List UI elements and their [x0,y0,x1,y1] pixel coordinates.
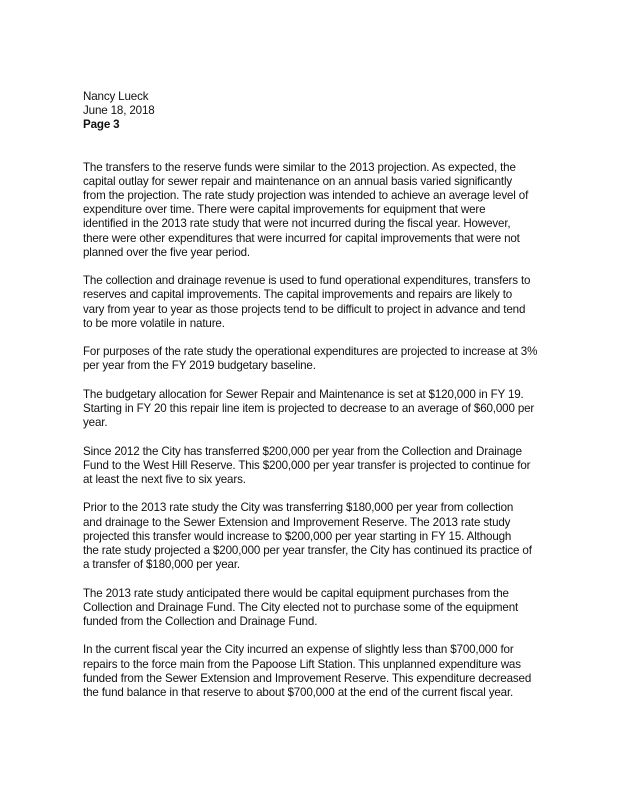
text-line: reserves and capital improvements. The capital improvements and repairs are likely to [83,288,513,302]
paragraph [83,345,603,373]
text-line: The budgetary allocation for Sewer Repair and Maintenance is set at $120,000 in FY 19. [83,387,524,401]
text-line: funded from the Collection and Drainage Fund. [83,615,318,629]
text-line: Prior to the 2013 rate study the City was transferring $180,000 per year from collection [83,501,514,515]
document-page [83,90,603,700]
text-line: expenditure over time. There were capital improvements for equipment that were [83,203,486,217]
text-line: vary from year to year as those projects tend to be difficult to project in advance and tend [83,302,526,316]
recipient-name: Nancy Lueck [83,90,149,103]
text-line: capital outlay for sewer repair and maintenance on an annual basis varied significantly [83,174,513,188]
text-line: the fund balance in that reserve to about $700,000 at the end of the current fiscal year. [83,686,514,700]
paragraph [83,501,603,572]
text-line: year. [83,416,108,430]
text-line: Starting in FY 20 this repair line item is projected to decrease to an average of $60,000 per [83,402,535,416]
text-line: For purposes of the rate study the operational expenditures are projected to increase at 3% [83,345,538,359]
text-line: a transfer of $180,000 per year. [83,558,240,572]
paragraph [83,274,603,331]
text-line: The collection and drainage revenue is used to fund operational expenditures, transfers to [83,274,531,288]
paragraph [83,587,603,630]
text-line: per year from the FY 2019 budgetary baseline. [83,359,316,373]
letter-header [83,90,603,133]
text-line: and drainage to the Sewer Extension and Improvement Reserve. The 2013 rate study [83,515,511,529]
text-line: there were other expenditures that were incurred for capital improvements that were not [83,231,520,245]
paragraph [83,445,603,488]
text-line: planned over the five year period. [83,245,250,259]
paragraph [83,643,603,700]
text-line: projected this transfer would increase to $200,000 per year starting in FY 15. Although [83,529,512,543]
letter-date: June 18, 2018 [83,104,155,118]
page-number: Page 3 [83,118,120,132]
paragraph [83,388,603,431]
text-line: The 2013 rate study anticipated there would be capital equipment purchases from the [83,586,509,600]
paragraph [83,161,603,260]
text-line: from the projection. The rate study projection was intended to achieve an average level of [83,189,529,203]
letter-body [83,161,603,701]
text-line: repairs to the force main from the Papoose Lift Station. This unplanned expenditure was [83,657,521,671]
text-line: Collection and Drainage Fund. The City elected not to purchase some of the equipment [83,600,519,614]
text-line: at least the next five to six years. [83,473,246,487]
text-line: Since 2012 the City has transferred $200,000 per year from the Collection and Drainage [83,444,522,458]
text-line: funded from the Sewer Extension and Improvement Reserve. This expenditure decreased [83,671,532,685]
text-line: the rate study projected a $200,000 per year transfer, the City has continued its practice of [83,544,532,558]
text-line: to be more volatile in nature. [83,316,225,330]
text-line: identified in the 2013 rate study that were not incurred during the fiscal year. However, [83,217,511,231]
text-line: Fund to the West Hill Reserve. This $200,000 per year transfer is projected to continue for [83,458,531,472]
text-line: The transfers to the reserve funds were similar to the 2013 projection. As expected, the [83,160,516,174]
text-line: In the current fiscal year the City incurred an expense of slightly less than $700,000 for [83,643,514,657]
